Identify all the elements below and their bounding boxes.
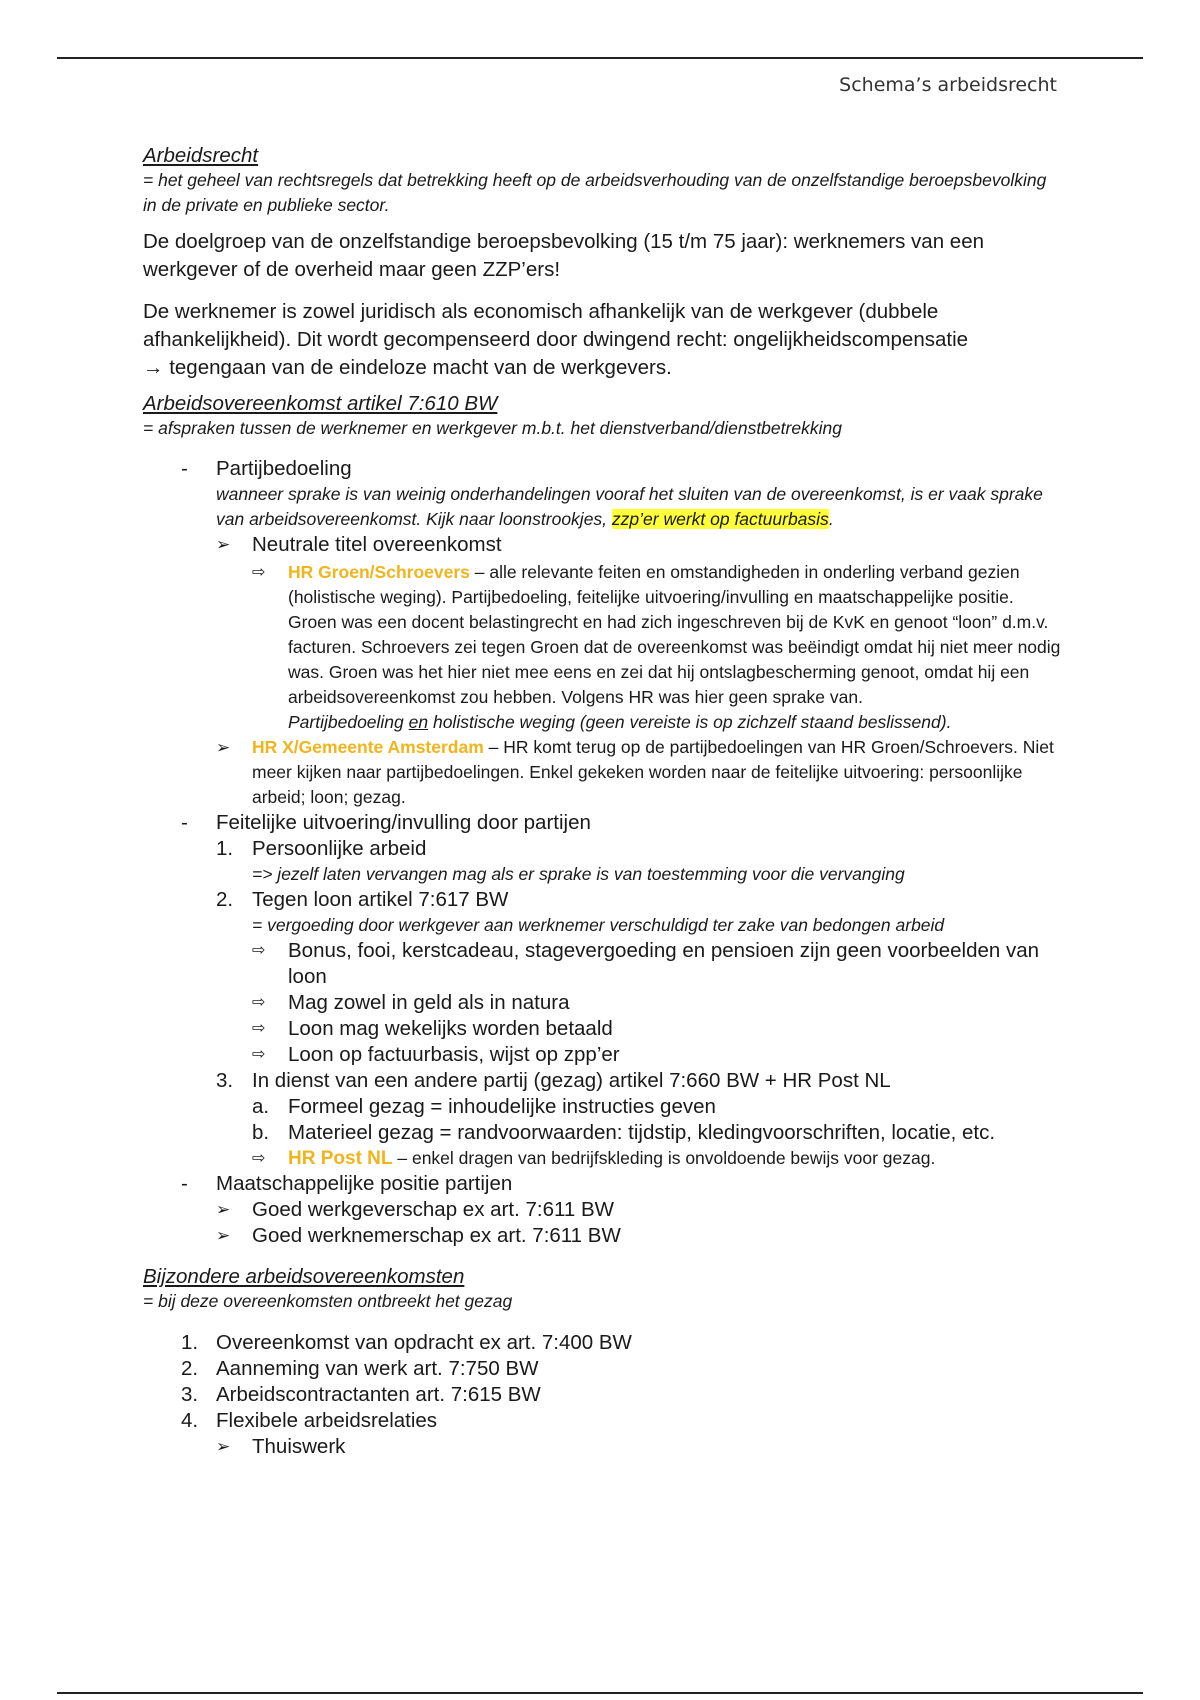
numbered-item-1: 1. Persoonlijke arbeid bbox=[216, 837, 427, 860]
case-groen-schroevers: ⇨ HR Groen/Schroevers – alle relevante feiten en omstandigheden in onderling verband gezien (holistische weging). Partijbedoeling, feitelijke uitvoering/invulling en maatschappelijke positie. Groen was een docent belastingrecht en had zich ingeschreven bij de KvK en genoot “loon” d.m.v. facturen. Schroevers zei tegen Groen dat de overeenkomst was beëindigt omdat hij niet meer nodig was. Groen was het hier niet mee eens en zei dat hij ontslagbescherming genoot, omdat hij een arbeidsovereenkomst zou hebben. Volgens HR was hier geen sprake van. Partijbedoeling en holistische weging (geen vereiste is op zichzelf staand beslissend). bbox=[252, 562, 1061, 732]
arrow-bullet-icon: ⇨ bbox=[252, 564, 266, 581]
section-title-bijzondere: Bijzondere arbeidsovereenkomsten bbox=[143, 1265, 465, 1288]
page-header-title: Schema’s arbeidsrecht bbox=[839, 74, 1057, 96]
maatschappelijk-item: ➢ Goed werkgeverschap ex art. 7:611 BW bbox=[216, 1198, 614, 1221]
arrow-bullet-icon: ⇨ bbox=[252, 1046, 266, 1063]
list-criteria bbox=[143, 456, 1063, 1249]
list-item: 4. Flexibele arbeidsrelaties bbox=[181, 1409, 438, 1432]
section-title-arbeidsrecht: Arbeidsrecht bbox=[143, 144, 259, 167]
section-title-arbeidsovereenkomst: Arbeidsovereenkomst artikel 7:610 BW bbox=[143, 392, 498, 415]
paragraph-doelgroep: De doelgroep van de onzelfstandige beroepsbevolking (15 t/m 75 jaar): werknemers van een werkgever of de overheid maar geen ZZP’ers! bbox=[143, 230, 985, 281]
list-bijzondere bbox=[143, 1330, 1063, 1460]
numbered-item-3: 3. In dienst van een andere partij (gezag) artikel 7:660 BW + HR Post NL bbox=[216, 1069, 891, 1092]
loon-item: ⇨ Loon op factuurbasis, wijst op zpp’er bbox=[252, 1043, 620, 1066]
definition-arbeidsrecht: = het geheel van rechtsregels dat betrekking heeft op de arbeidsverhouding van de onzelfstandige beroepsbevolking in de private en publieke sector. bbox=[143, 170, 1047, 215]
list-item: 1. Overeenkomst van opdracht ex art. 7:400 BW bbox=[181, 1331, 632, 1354]
case-name: HR X/Gemeente Amsterdam bbox=[252, 737, 484, 757]
definition-bijzondere: = bij deze overeenkomsten ontbreekt het gezag bbox=[143, 1291, 513, 1311]
list-item: 2. Aanneming van werk art. 7:750 BW bbox=[181, 1357, 539, 1380]
dash-bullet: - bbox=[181, 811, 188, 834]
arrowhead-bullet-icon: ➢ bbox=[216, 1200, 231, 1219]
loon-item: ⇨ Mag zowel in geld als in natura bbox=[252, 991, 570, 1014]
numbered-item-1-note: => jezelf laten vervangen mag als er sprake is van toestemming voor die vervanging bbox=[252, 864, 905, 884]
arrow-bullet-icon: ⇨ bbox=[252, 1150, 266, 1167]
list-item-neutrale-titel: ➢ Neutrale titel overeenkomst bbox=[216, 533, 502, 556]
highlighted-text: zzp’er werkt op factuurbasis bbox=[611, 509, 829, 529]
arrowhead-bullet-icon: ➢ bbox=[216, 738, 231, 757]
numbered-item-2: 2. Tegen loon artikel 7:617 BW bbox=[216, 888, 509, 911]
list-item-feitelijke-uitvoering: - Feitelijke uitvoering/invulling door partijen bbox=[181, 811, 591, 834]
arrow-bullet-icon: ⇨ bbox=[252, 942, 266, 959]
gezag-item-a: a. Formeel gezag = inhoudelijke instructies geven bbox=[252, 1095, 716, 1118]
arrowhead-bullet-icon: ➢ bbox=[216, 1437, 231, 1456]
paragraph-afhankelijkheid: De werknemer is zowel juridisch als economisch afhankelijk van de werkgever (dubbele afhankelijkheid). Dit wordt gecompenseerd door dwingend recht: ongelijkheidscompensatie → tegengaan van de eindeloze macht van de werkgevers. bbox=[143, 300, 969, 379]
loon-item: ⇨ Bonus, fooi, kerstcadeau, stagevergoeding en pensioen zijn geen voorbeelden van loon bbox=[252, 939, 1040, 988]
arrow-bullet-icon: ⇨ bbox=[252, 1020, 266, 1037]
gezag-item-b: b. Materieel gezag = randvoorwaarden: tijdstip, kledingvoorschriften, locatie, etc. bbox=[252, 1121, 996, 1144]
loon-item: ⇨ Loon mag wekelijks worden betaald bbox=[252, 1017, 613, 1040]
partijbedoeling-description: wanneer sprake is van weinig onderhandelingen vooraf het sluiten van de overeenkomst, is er vaak sprake van arbeidsovereenkomst. Kijk naar loonstrookjes, zzp’er werkt op factuurbasis. bbox=[216, 484, 1043, 529]
arrow-bullet-icon: ⇨ bbox=[252, 994, 266, 1011]
document-body bbox=[143, 144, 1063, 1460]
numbered-item-2-note: = vergoeding door werkgever aan werknemer verschuldigd ter zake van bedongen arbeid bbox=[252, 915, 945, 935]
case-x-gemeente-amsterdam: ➢ HR X/Gemeente Amsterdam – HR komt terug op de partijbedoelingen van HR Groen/Schroevers. Niet meer kijken naar partijbedoelingen. Enkel gekeken worden naar de feitelijke uitvoering: persoonlijke arbeid; loon; gezag. bbox=[216, 737, 1054, 807]
dash-bullet: - bbox=[181, 457, 188, 480]
footer-rule bbox=[57, 1692, 1143, 1694]
case-post-nl: ⇨ HR Post NL – enkel dragen van bedrijfskleding is onvoldoende bewijs voor gezag. bbox=[252, 1148, 936, 1169]
arrow-line: → tegengaan van de eindeloze macht van de werkgevers. bbox=[143, 356, 672, 379]
maatschappelijk-item: ➢ Goed werknemerschap ex art. 7:611 BW bbox=[216, 1224, 621, 1247]
arrowhead-bullet-icon: ➢ bbox=[216, 1226, 231, 1245]
definition-arbeidsovereenkomst: = afspraken tussen de werknemer en werkgever m.b.t. het dienstverband/dienstbetrekking bbox=[143, 418, 842, 438]
list-subitem: ➢ Thuiswerk bbox=[216, 1435, 346, 1458]
arrowhead-bullet-icon: ➢ bbox=[216, 535, 231, 554]
list-item-maatschappelijke-positie: - Maatschappelijke positie partijen bbox=[181, 1172, 513, 1195]
header-rule bbox=[57, 57, 1143, 59]
case-name: HR Groen/Schroevers bbox=[288, 562, 470, 582]
case-name: HR Post NL bbox=[288, 1148, 393, 1169]
list-item: 3. Arbeidscontractanten art. 7:615 BW bbox=[181, 1383, 541, 1406]
dash-bullet: - bbox=[181, 1172, 188, 1195]
list-item-partijbedoeling: - Partijbedoeling bbox=[181, 457, 352, 480]
